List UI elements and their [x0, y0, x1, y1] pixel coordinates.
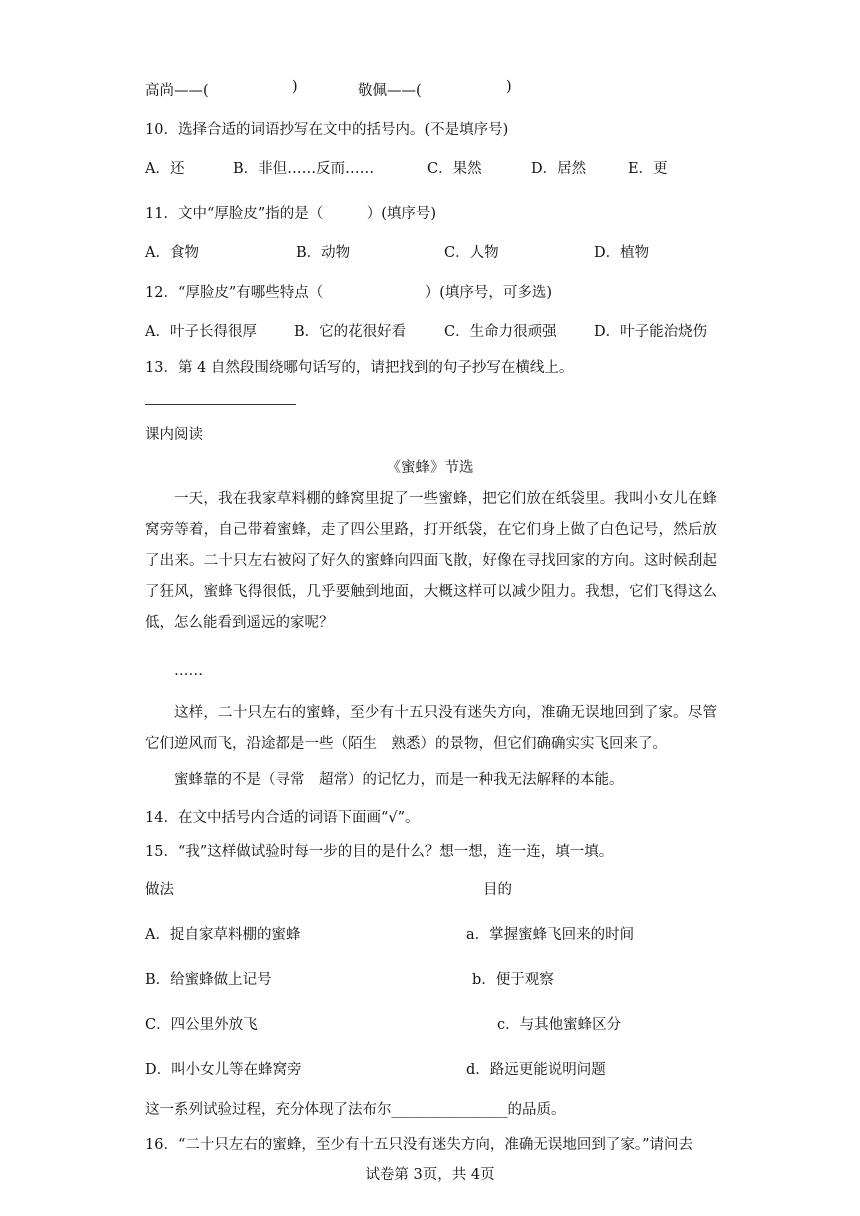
q11-option-b: B．动物 [296, 245, 351, 261]
page-footer: 试卷第 3页，共 4页 [365, 1167, 495, 1183]
purpose-item-a: a．掌握蜜蜂飞回来的时间 [466, 927, 635, 943]
column-header-method: 做法 [145, 882, 174, 898]
q10-option-a: A．还 [145, 161, 185, 177]
purpose-item-c: c．与其他蜜蜂区分 [497, 1017, 622, 1033]
question-14: 14．在文中括号内合适的词语下面画“√”。 [145, 810, 420, 826]
q11-option-a: A．食物 [145, 245, 199, 261]
q11-option-d: D．植物 [594, 245, 650, 261]
q10-option-b: B．非但……反而…… [233, 161, 375, 177]
question-16: 16．“二十只左右的蜜蜂，至少有十五只没有迷失方向，准确无误地回到了家。”请问去 [145, 1137, 694, 1153]
blank-close-1: ) [292, 79, 298, 95]
method-item-d: D．叫小女儿等在蜂窝旁 [145, 1062, 302, 1078]
passage-title: 《蜜蜂》节选 [386, 460, 474, 476]
q11-option-c: C．人物 [444, 245, 499, 261]
question-15-fill: 这一系列试验过程，充分体现了法布尔________________的品质。 [145, 1102, 566, 1118]
question-10: 10．选择合适的词语抄写在文中的括号内。(不是填序号) [145, 122, 509, 138]
passage-paragraph-1: 一天，我在我家草料棚的蜂窝里捉了一些蜜蜂，把它们放在纸袋里。我叫小女儿在蜂窝旁等着，自己带着蜜蜂，走了四公里路，打开纸袋，在它们身上做了白色记号，然后放了出来。二十只左右被闷了好久的蜜蜂向四面飞散，好像在寻找回家的方向。这时候刮起了狂风，蜜蜂飞得很低，几乎要触到地面，大概这样可以减少阻力。我想，它们飞得这么低，怎么能看到遥远的家呢？ [145, 491, 717, 631]
blank-close-2: ) [506, 79, 512, 95]
purpose-item-d: d．路远更能说明问题 [466, 1062, 606, 1078]
question-11: 11．文中“厚脸皮”指的是（ ）(填序号) [145, 206, 437, 222]
method-item-b: B．给蜜蜂做上记号 [145, 972, 272, 988]
q12-option-d: D．叶子能治烧伤 [594, 324, 708, 340]
question-15: 15．“我”这样做试验时每一步的目的是什么？想一想，连一连，填一填。 [145, 844, 614, 860]
q10-option-d: D．居然 [531, 161, 587, 177]
q12-option-a: A．叶子长得很厚 [145, 324, 257, 340]
section-heading: 课内阅读 [145, 427, 203, 443]
q12-option-c: C．生命力很顽强 [444, 324, 557, 340]
question-12: 12．“厚脸皮”有哪些特点（ ）(填序号，可多选) [145, 285, 553, 301]
passage-ellipsis: …… [174, 663, 203, 679]
method-item-c: C．四公里外放飞 [145, 1017, 258, 1033]
passage-paragraph-2: 这样，二十只左右的蜜蜂，至少有十五只没有迷失方向，准确无误地回到了家。尽管它们逆风而飞，沿途都是一些（陌生 熟悉）的景物，但它们确确实实飞回来了。 [145, 705, 717, 752]
blank-label-gaoshang: 高尚——( [145, 83, 209, 99]
q10-option-c: C．果然 [427, 161, 482, 177]
passage-paragraph-3: 蜜蜂靠的不是（寻常 超常）的记忆力，而是一种我无法解释的本能。 [174, 772, 624, 788]
q10-option-e: E．更 [628, 161, 668, 177]
blank-label-jingpei: 敬佩——( [358, 83, 422, 99]
q12-option-b: B．它的花很好看 [294, 324, 407, 340]
question-13: 13．第 4 自然段围绕哪句话写的，请把找到的句子抄写在横线上。 [145, 360, 574, 376]
answer-line [145, 404, 296, 405]
column-header-purpose: 目的 [483, 882, 512, 898]
purpose-item-b: b．便于观察 [472, 972, 554, 988]
method-item-a: A．捉自家草料棚的蜜蜂 [145, 927, 301, 943]
